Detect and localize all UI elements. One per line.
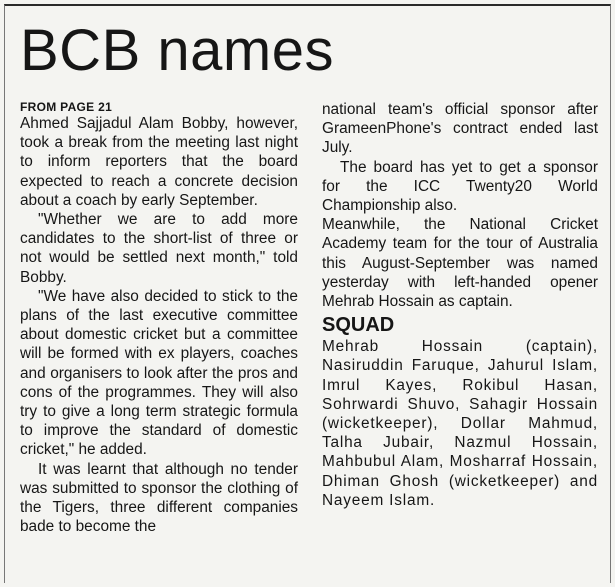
paragraph: The board has yet to get a sponsor for the ICC Twenty20 World Championship also.: [322, 158, 598, 215]
squad-list: Mehrab Hossain (captain), Nasiruddin Faruque, Jahurul Islam, Imrul Kayes, Rokibul Hasan, Sohrwardi Shuvo, Sahagir Hossain (wicketkeeper), Dollar Mahmud, Talha Jubair, Nazmul Hossain, Mahbubul Alam, Mosharraf Hossain, Dhiman Ghosh (wicketkeeper) and Nayeem Islam.: [322, 338, 598, 509]
paragraph: "Whether we are to add more candidates to the short-list of three or not would be settled next month," told Bobby.: [20, 211, 298, 286]
jump-kicker: FROM PAGE 21: [20, 100, 113, 114]
paragraph: Ahmed Sajjadul Alam Bobby, however, took a break from the meeting last night to inform reporters that the board expected to reach a concrete decision about a coach by early September.: [20, 115, 298, 209]
left-column: [20, 100, 298, 536]
paragraph: "We have also decided to stick to the plans of the last executive committee about domestic cricket but a committee will be formed with ex players, coaches and organisers to look after the pros and cons of the programmes. They will also try to give a long term strategic formula to improve the standard of domestic cricket," he added.: [20, 287, 298, 459]
squad-heading: SQUAD: [322, 314, 395, 337]
paragraph: Meanwhile, the National Cricket Academy team for the tour of Australia this August-September was named yesterday with left-handed opener Mehrab Hossain as captain.: [322, 216, 598, 311]
paragraph: national team's official sponsor after GrameenPhone's contract ended last July.: [322, 101, 598, 157]
paragraph: It was learnt that although no tender was submitted to sponsor the clothing of the Tigers, three different companies bade to become the: [20, 460, 298, 536]
right-column: [322, 100, 598, 510]
headline: BCB names: [20, 18, 334, 83]
